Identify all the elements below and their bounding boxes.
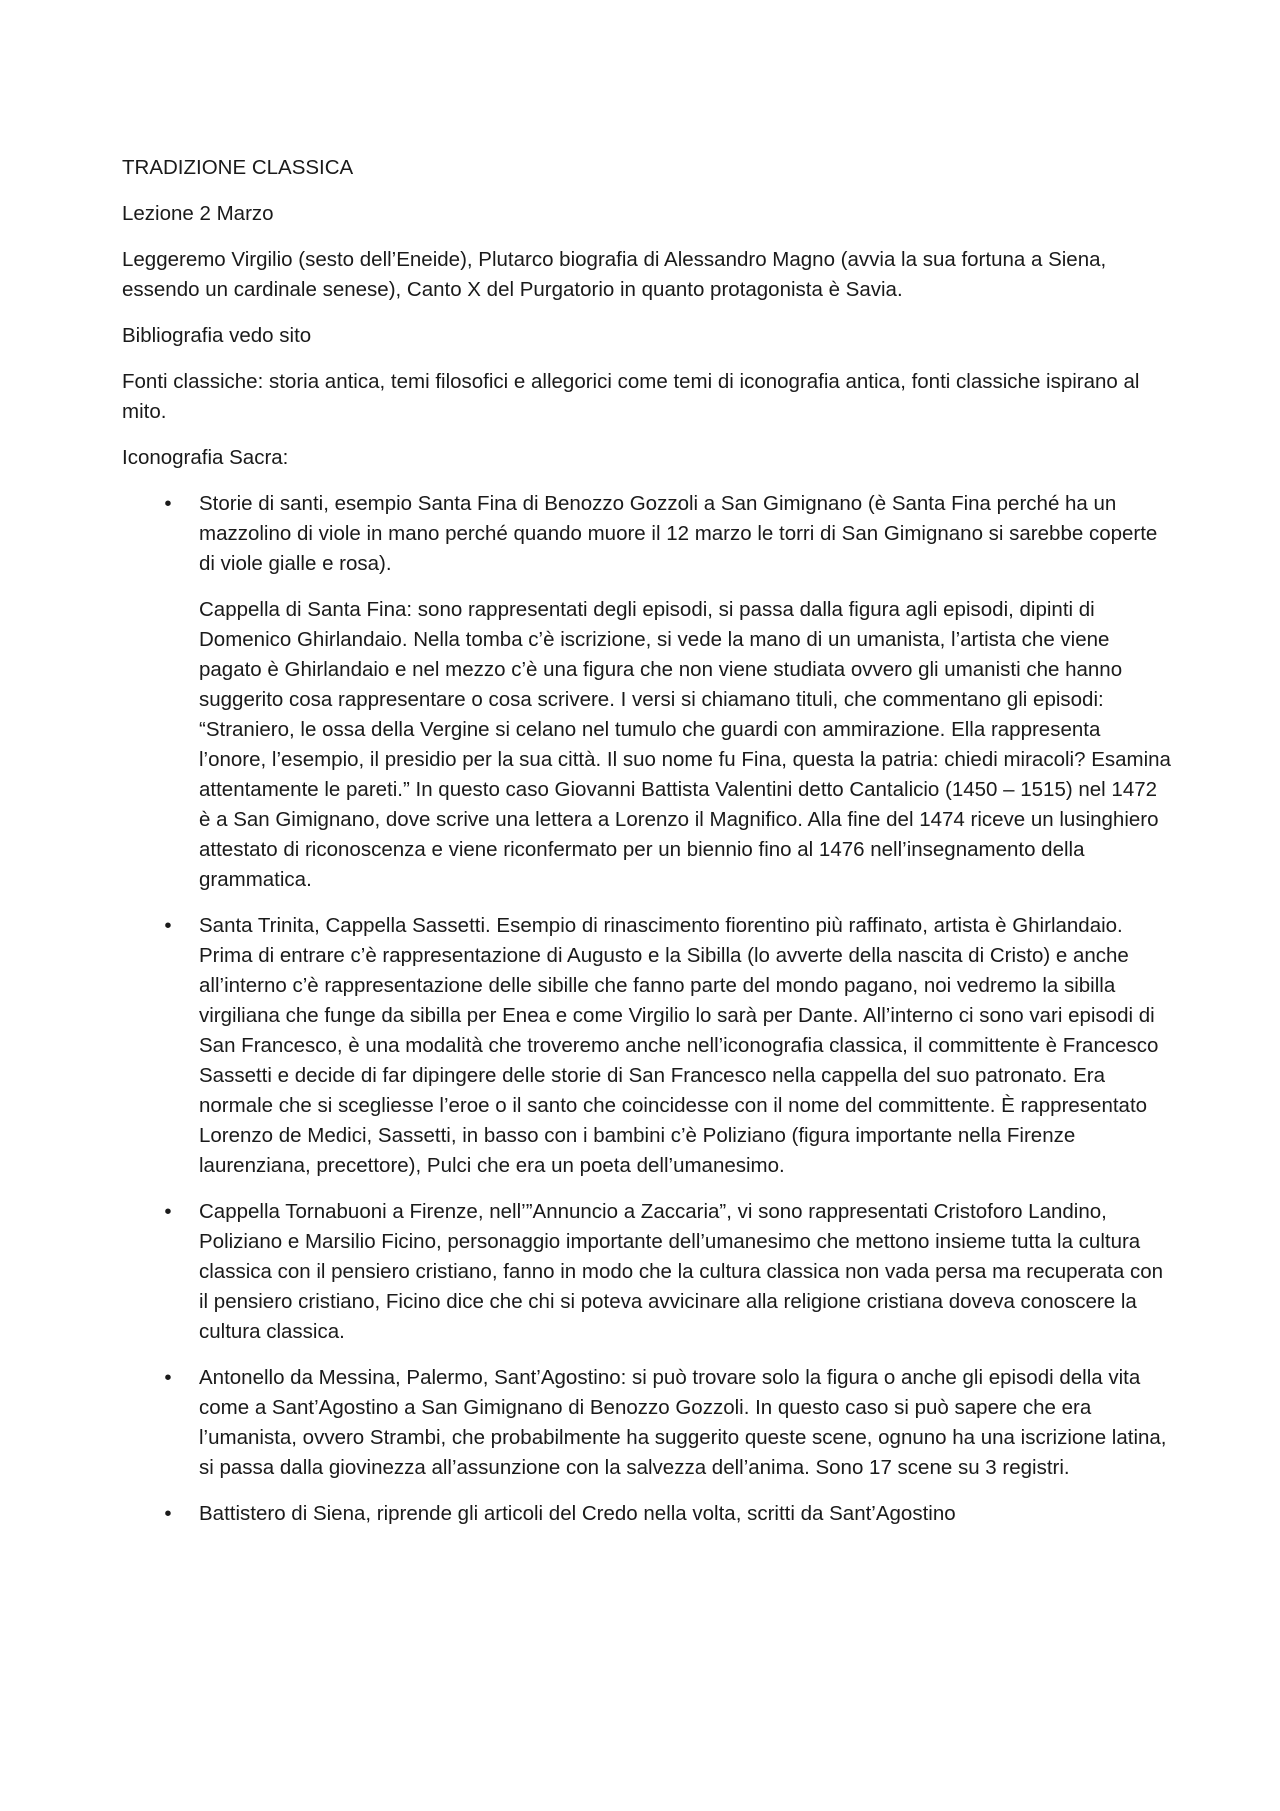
bullet-icon: • <box>164 914 172 937</box>
list-item <box>122 911 1172 1181</box>
list-item <box>122 1499 1172 1529</box>
section-heading: Iconografia Sacra: <box>122 446 289 469</box>
bullet-icon: • <box>164 492 172 515</box>
list-item-text: Antonello da Messina, Palermo, Sant’Agostino: si può trovare solo la figura o anche gli episodi della vita come a Sant’Agostino a San Gimignano di Benozzo Gozzoli. In questo caso si può sapere che era l’umanista, ovvero Strambi, che probabilmente ha suggerito queste scene, ognuno ha una iscrizione latina, si passa dalla giovinezza all’assunzione con la salvezza dell’anima. Sono 17 scene su 3 registri. <box>199 1366 1167 1479</box>
bullet-icon: • <box>164 1366 172 1389</box>
intro-paragraph: Leggeremo Virgilio (sesto dell’Eneide), Plutarco biografia di Alessandro Magno (avvia la sua fortuna a Siena, essendo un cardinale senese), Canto X del Purgatorio in quanto protagonista è Savia. <box>122 248 1107 301</box>
list-item-subparagraph: Cappella di Santa Fina: sono rappresentati degli episodi, si passa dalla figura agli episodi, dipinti di Domenico Ghirlandaio. Nella tomba c’è iscrizione, si vede la mano di un umanista, l’artista che viene pagato è Ghirlandaio e nel mezzo c’è una figura che non viene studiata ovvero gli umanisti che hanno suggerito cosa rappresentare o cosa scrivere. I versi si chiamano tituli, che commentano gli episodi: “Straniero, le ossa della Vergine si celano nel tumulo che guardi con ammirazione. Ella rappresenta l’onore, l’esempio, il presidio per la sua città. Il suo nome fu Fina, questa la patria: chiedi miracoli? Esamina attentamente le pareti.” In questo caso Giovanni Battista Valentini detto Cantalicio (1450 – 1515) nel 1472 è a San Gimignano, dove scrive una lettera a Lorenzo il Magnifico. Alla fine del 1474 riceve un lusinghiero attestato di riconoscenza e viene riconfermato per un biennio fino al 1476 nell’insegnamento della grammatica. <box>199 598 1171 891</box>
bullet-icon: • <box>164 1502 172 1525</box>
list-item-text: Storie di santi, esempio Santa Fina di Benozzo Gozzoli a San Gimignano (è Santa Fina perché ha un mazzolino di viole in mano perché quando muore il 12 marzo le torri di San Gimignano si sarebbe coperte di viole gialle e rosa). <box>199 492 1158 575</box>
sources-paragraph: Fonti classiche: storia antica, temi filosofici e allegorici come temi di iconografia antica, fonti classiche ispirano al mito. <box>122 370 1140 423</box>
list-item-text: Cappella Tornabuoni a Firenze, nell’”Annuncio a Zaccaria”, vi sono rappresentati Cristoforo Landino, Poliziano e Marsilio Ficino, personaggio importante dell’umanesimo che mettono insieme tutta la cultura classica con il pensiero cristiano, fanno in modo che la cultura classica non vada persa ma recuperata con il pensiero cristiano, Ficino dice che chi si poteva avvicinare alla religione cristiana doveva conoscere la cultura classica. <box>199 1200 1164 1343</box>
bibliography-paragraph: Bibliografia vedo sito <box>122 324 312 347</box>
list-item <box>122 489 1172 895</box>
list-item <box>122 1197 1172 1347</box>
document-title: TRADIZIONE CLASSICA <box>122 156 354 179</box>
document-body <box>122 153 1172 1545</box>
lesson-date: Lezione 2 Marzo <box>122 202 274 225</box>
bullet-list <box>122 489 1172 1529</box>
list-item <box>122 1363 1172 1483</box>
list-item-text: Battistero di Siena, riprende gli articoli del Credo nella volta, scritti da Sant’Agostino <box>199 1502 956 1525</box>
list-item-text: Santa Trinita, Cappella Sassetti. Esempio di rinascimento fiorentino più raffinato, artista è Ghirlandaio. Prima di entrare c’è rappresentazione di Augusto e la Sibilla (lo avverte della nascita di Cristo) e anche all’interno c’è rappresentazione delle sibille che fanno parte del mondo pagano, noi vedremo la sibilla virgiliana che funge da sibilla per Enea e come Virgilio lo sarà per Dante. All’interno ci sono vari episodi di San Francesco, è una modalità che troveremo anche nell’iconografia classica, il committente è Francesco Sassetti e decide di far dipingere delle storie di San Francesco nella cappella del suo patronato. Era normale che si scegliesse l’eroe o il santo che coincidesse con il nome del committente. È rappresentato Lorenzo de Medici, Sassetti, in basso con i bambini c’è Poliziano (figura importante nella Firenze laurenziana, precettore), Pulci che era un poeta dell’umanesimo. <box>199 914 1159 1177</box>
bullet-icon: • <box>164 1200 172 1223</box>
